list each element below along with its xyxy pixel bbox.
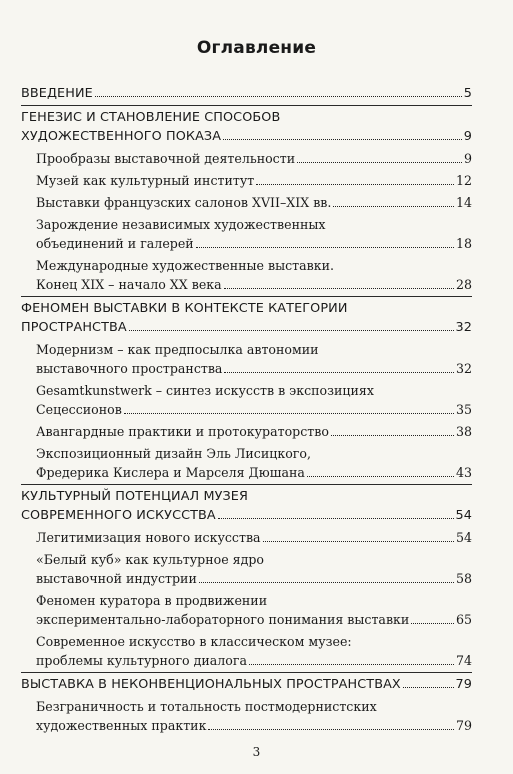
entry-title-row [21,675,472,694]
toc-section-entry[interactable] [36,422,472,441]
entry-title-text: СОВРЕМЕННОГО ИСКУССТВА [21,508,216,523]
toc-chapter-entry[interactable] [21,487,472,525]
entry-title-line: Международные художественные выставки. [36,258,334,273]
entry-page-number: 12 [455,173,472,188]
entry-page-number: 54 [455,508,472,523]
entry-title-line: Зарождение независимых художественных [36,217,326,232]
entry-title-row [36,275,472,294]
entry-title-row [36,149,472,168]
entry-title-text: художественных практик [36,718,207,733]
dot-leader [249,664,454,665]
entry-title-row [36,234,472,253]
entry-title-row [36,528,472,547]
dot-leader [331,435,454,436]
toc-chapter-entry[interactable] [21,299,472,337]
dot-leader [263,541,454,542]
toc-section-entry[interactable] [36,444,472,482]
entry-title-line: Модернизм – как предпосылка автономии [36,342,319,357]
entry-title-line: Современное искусство в классическом музее: [36,634,352,649]
entry-title-row [36,610,472,629]
toc-chapter-entry[interactable] [21,84,472,103]
entry-title-line: ГЕНЕЗИС И СТАНОВЛЕНИЕ СПОСОБОВ [21,110,281,125]
entry-title-text: экспериментально-лабораторного понимания выставки [36,612,410,627]
entry-title-row [36,569,472,588]
dot-leader [199,582,454,583]
toc-section-entry[interactable] [36,171,472,190]
entry-title-text: выставочного пространства [36,361,223,376]
entry-title-line: Gesamtkunstwerk – синтез искусств в экспозициях [36,383,374,398]
toc-section-entry[interactable] [36,550,472,588]
entry-page-number: 9 [463,129,472,144]
chapter-divider [21,296,472,297]
entry-title-text: проблемы культурного диалога [36,653,247,668]
entry-page-number: 43 [455,465,472,480]
entry-title-row [36,651,472,670]
dot-leader [129,330,454,331]
dot-leader [333,206,454,207]
dot-leader [95,96,462,97]
dot-leader [124,413,454,414]
entry-title-text: Конец XIX – начало XX века [36,277,222,292]
entry-title-text: ВВЕДЕНИЕ [21,86,93,101]
entry-title-text: ВЫСТАВКА В НЕКОНВЕНЦИОНАЛЬНЫХ ПРОСТРАНСТВАХ [21,677,401,692]
dot-leader [403,687,454,688]
table-of-contents [21,84,472,735]
entry-title-line: Экспозиционный дизайн Эль Лисицкого, [36,446,311,461]
entry-page-number: 32 [455,320,472,335]
dot-leader [196,247,454,248]
entry-title-line: Феномен куратора в продвижении [36,593,268,608]
toc-section-entry[interactable] [36,215,472,253]
entry-title-line: ФЕНОМЕН ВЫСТАВКИ В КОНТЕКСТЕ КАТЕГОРИИ [21,301,348,316]
entry-title-line: «Белый куб» как культурное ядро [36,552,265,567]
entry-title-row [21,506,472,525]
entry-title-row [21,127,472,146]
toc-title: Оглавление [196,38,317,58]
toc-section-entry[interactable] [36,381,472,419]
dot-leader [411,623,454,624]
entry-title-row [21,318,472,337]
entry-title-row [36,171,472,190]
toc-section-entry[interactable] [36,632,472,670]
dot-leader [256,184,454,185]
toc-section-entry[interactable] [36,591,472,629]
toc-section-entry[interactable] [36,149,472,168]
entry-page-number: 35 [455,402,472,417]
entry-title-text: Выставки французских салонов XVII–XIX вв. [36,195,332,210]
entry-title-text: Сецессионов [36,402,122,417]
entry-page-number: 18 [455,236,472,251]
entry-page-number: 9 [463,151,472,166]
entry-page-number: 38 [455,424,472,439]
entry-page-number: 79 [455,677,472,692]
entry-title-row [21,84,472,103]
toc-section-entry[interactable] [36,193,472,212]
entry-title-text: ХУДОЖЕСТВЕННОГО ПОКАЗА [21,129,222,144]
entry-page-number: 58 [455,571,472,586]
entry-page-number: 5 [463,86,472,101]
entry-title-row [36,400,472,419]
entry-page-number: 65 [455,612,472,627]
entry-page-number: 14 [455,195,472,210]
entry-title-text: ПРОСТРАНСТВА [21,320,127,335]
entry-title-line: КУЛЬТУРНЫЙ ПОТЕНЦИАЛ МУЗЕЯ [21,489,248,504]
toc-section-entry[interactable] [36,697,472,735]
dot-leader [218,518,454,519]
dot-leader [208,729,454,730]
entry-title-row [36,463,472,482]
entry-title-text: объединений и галерей [36,236,194,251]
dot-leader [224,288,454,289]
entry-title-text: Авангардные практики и протокураторство [36,424,329,439]
toc-section-entry[interactable] [36,256,472,294]
entry-page-number: 54 [455,530,472,545]
entry-title-text: Легитимизация нового искусства [36,530,261,545]
entry-page-number: 32 [455,361,472,376]
entry-title-row [36,193,472,212]
entry-title-row [36,716,472,735]
chapter-divider [21,672,472,673]
page-number: 3 [252,745,261,759]
entry-page-number: 74 [455,653,472,668]
entry-title-text: Фредерика Кислера и Марселя Дюшана [36,465,305,480]
dot-leader [297,162,462,163]
toc-chapter-entry[interactable] [21,675,472,694]
dot-leader [307,476,454,477]
entry-title-text: Музей как культурный институт [36,173,255,188]
toc-section-entry[interactable] [36,340,472,378]
chapter-divider [21,105,472,106]
entry-title-text: выставочной индустрии [36,571,197,586]
dot-leader [224,372,454,373]
toc-section-entry[interactable] [36,528,472,547]
entry-page-number: 79 [455,718,472,733]
entry-title-row [36,359,472,378]
chapter-divider [21,484,472,485]
toc-chapter-entry[interactable] [21,108,472,146]
dot-leader [223,139,462,140]
entry-title-text: Прообразы выставочной деятельности [36,151,296,166]
entry-title-line: Безграничность и тотальность постмодернистских [36,699,377,714]
entry-page-number: 28 [455,277,472,292]
entry-title-row [36,422,472,441]
